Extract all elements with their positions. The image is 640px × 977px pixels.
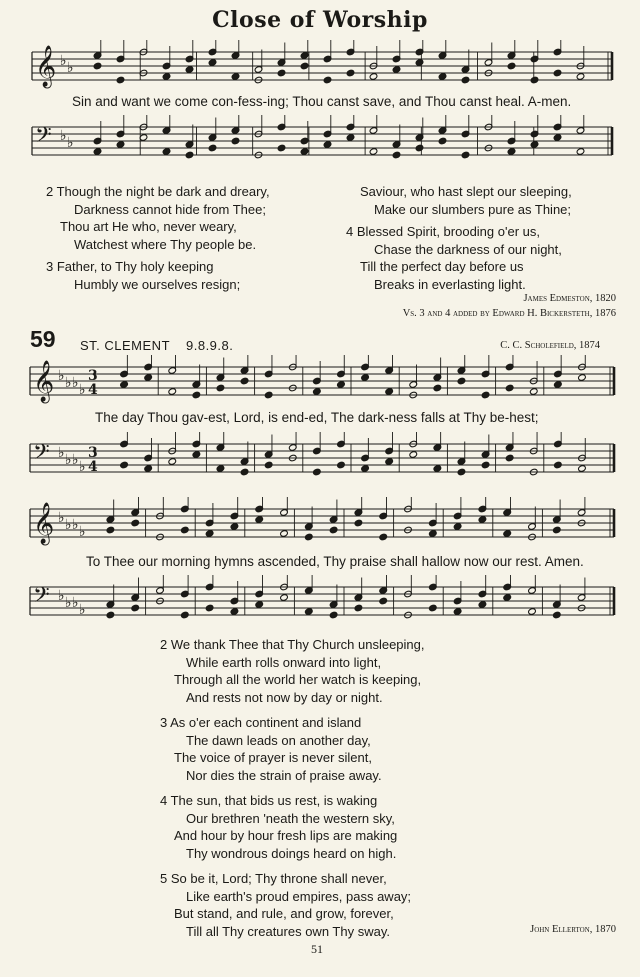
note-head	[361, 465, 370, 473]
note-head	[131, 604, 140, 612]
verse-line: Watchest where Thy people be.	[74, 236, 257, 252]
hymn59-treble-staff-2	[0, 497, 640, 557]
hymn59-author: John Ellerton, 1870	[530, 924, 616, 935]
note-head	[505, 454, 514, 462]
note-head	[385, 388, 394, 396]
verse-line: Saviour, who hast slept our sleeping,	[360, 184, 572, 199]
note-head	[457, 377, 466, 385]
note-head	[337, 461, 346, 469]
verse-line: Nor dies the strain of praise away.	[186, 767, 382, 783]
note-head	[507, 62, 516, 70]
note-head	[337, 381, 346, 389]
verse-line: Thy wondrous doings heard on high.	[186, 845, 397, 861]
note-head	[162, 148, 171, 156]
hymn59-treble-staff-1	[0, 355, 640, 415]
note-head	[461, 76, 470, 84]
flat-icon: ♭	[60, 53, 67, 69]
flat-icon: ♭	[67, 135, 74, 151]
note-head	[280, 594, 289, 602]
note-head	[346, 69, 355, 77]
treble-clef-icon: 𝄞	[33, 503, 55, 544]
note-head	[162, 73, 171, 81]
hymn59-lyrics-2: To Thee our morning hymns ascended, Thy praise shall hallow now our rest. Amen.	[86, 554, 584, 569]
note-head	[428, 530, 437, 538]
flat-icon: ♭	[60, 128, 67, 144]
note-head	[481, 391, 490, 399]
note-head	[428, 604, 437, 612]
note-head	[255, 601, 264, 609]
note-head	[379, 533, 388, 541]
note-head	[231, 137, 240, 145]
note-head	[481, 461, 490, 469]
flat-icon: ♭	[58, 510, 65, 526]
note-head	[106, 611, 115, 619]
hymn59-verses	[160, 636, 425, 940]
flat-icon: ♭	[79, 524, 86, 540]
note-head	[433, 384, 442, 392]
note-head	[529, 388, 538, 396]
note-head	[392, 151, 401, 159]
note-head	[457, 468, 466, 476]
flat-icon: ♭	[65, 375, 72, 391]
note-head	[415, 144, 424, 152]
hymn58-bass-staff	[0, 115, 640, 175]
flat-icon: ♭	[72, 452, 79, 468]
note-head	[554, 381, 563, 389]
flat-icon: ♭	[65, 517, 72, 533]
note-head	[300, 148, 309, 156]
note-head	[554, 461, 563, 469]
tune-meter: 9.8.9.8.	[186, 338, 234, 353]
note-head	[503, 594, 512, 602]
note-head	[323, 141, 332, 149]
note-head	[385, 458, 394, 466]
verse-line: Chase the darkness of our night,	[374, 241, 562, 257]
flat-icon: ♭	[72, 595, 79, 611]
note-head	[438, 137, 447, 145]
flat-icon: ♭	[79, 382, 86, 398]
verse-line: Humbly we ourselves resign;	[74, 276, 241, 292]
note-head	[552, 611, 561, 619]
hymn59-bass-staff-2	[0, 575, 640, 635]
note-head	[93, 62, 102, 70]
note-head	[553, 134, 562, 142]
note-head	[192, 391, 201, 399]
flat-icon: ♭	[58, 588, 65, 604]
note-head	[379, 597, 388, 605]
verse-line: Darkness cannot hide from Thee;	[74, 201, 266, 217]
note-head	[329, 526, 338, 534]
verse-line: Breaks in everlasting light.	[374, 276, 526, 292]
note-head	[116, 76, 125, 84]
note-head	[131, 519, 140, 527]
note-head	[354, 604, 363, 612]
note-head	[280, 530, 289, 538]
note-head	[453, 523, 462, 531]
note-head	[205, 530, 214, 538]
flat-icon: ♭	[65, 452, 72, 468]
verse-4	[160, 792, 425, 862]
verse-line: Till the perfect day before us	[360, 259, 524, 274]
verse-3	[160, 714, 425, 784]
verse-line: 4 The sun, that bids us rest, is waking	[160, 793, 378, 808]
note-head	[578, 374, 587, 382]
note-head	[478, 516, 487, 524]
note-head	[453, 608, 462, 616]
verse-line: And hour by hour fresh lips are making	[174, 828, 398, 843]
note-head	[144, 374, 153, 382]
note-head	[346, 134, 355, 142]
flat-icon: ♭	[72, 517, 79, 533]
note-head	[180, 611, 189, 619]
verse-line: 5 So be it, Lord; Thy throne shall never,	[160, 871, 387, 886]
note-head	[230, 608, 239, 616]
time-signature-bottom: 4	[88, 459, 98, 475]
note-head	[369, 73, 378, 81]
note-head	[392, 66, 401, 74]
flat-icon: ♭	[79, 602, 86, 618]
note-head	[552, 526, 561, 534]
note-head	[438, 73, 447, 81]
note-head	[185, 66, 194, 74]
note-head	[354, 519, 363, 527]
hymn58-treble-staff	[0, 40, 640, 100]
note-head	[120, 461, 129, 469]
composer: C. C. Scholefield, 1874	[500, 340, 600, 351]
note-head	[180, 526, 189, 534]
verse-line: 2 We thank Thee that Thy Church unsleeping,	[160, 637, 425, 652]
note-head	[478, 601, 487, 609]
note-head	[578, 465, 587, 473]
tune-name: ST. CLEMENT	[80, 338, 171, 353]
note-head	[530, 141, 539, 149]
note-head	[120, 381, 129, 389]
note-head	[505, 384, 514, 392]
note-head	[144, 465, 153, 473]
note-head	[530, 76, 539, 84]
verse-5	[160, 870, 425, 940]
note-head	[415, 59, 424, 67]
verse-line: 2 Though the night be dark and dreary,	[46, 184, 270, 199]
note-head	[277, 144, 286, 152]
verse-line: 3 As o'er each continent and island	[160, 715, 362, 730]
flat-icon: ♭	[79, 459, 86, 475]
flat-icon: ♭	[67, 60, 74, 76]
verse-line: 4 Blessed Spirit, brooding o'er us,	[346, 224, 540, 239]
note-head	[168, 388, 177, 396]
note-head	[553, 69, 562, 77]
note-head	[240, 377, 249, 385]
note-head	[277, 69, 286, 77]
time-signature-top: 3	[88, 368, 98, 384]
note-head	[116, 141, 125, 149]
hymn58-author: James Edmeston, 1820	[523, 293, 616, 304]
note-head	[329, 611, 338, 619]
note-head	[185, 151, 194, 159]
note-head	[528, 608, 537, 616]
treble-clef-icon: 𝄞	[33, 361, 55, 402]
verse-line: But stand, and rule, and grow, forever,	[174, 906, 394, 921]
note-head	[313, 388, 322, 396]
bass-clef-icon: 𝄢	[33, 440, 50, 470]
note-head	[576, 73, 585, 81]
verse-line: Make our slumbers pure as Thine;	[374, 201, 572, 217]
treble-clef-icon: 𝄞	[35, 46, 57, 87]
verse-line: 3 Father, to Thy holy keeping	[46, 259, 214, 274]
hymn59-bass-staff-1	[0, 432, 640, 492]
note-head	[304, 608, 313, 616]
hymn58-added-by: Vs. 3 and 4 added by Edward H. Bickersteth, 1876	[402, 308, 616, 319]
note-head	[93, 148, 102, 156]
verse-line: Through all the world her watch is keeping,	[174, 672, 422, 687]
note-head	[240, 468, 249, 476]
verse-line: Like earth's proud empires, pass away;	[186, 888, 412, 904]
time-signature-top: 3	[88, 445, 98, 461]
verse-line: Thou art He who, never weary,	[60, 219, 237, 234]
note-head	[216, 465, 225, 473]
note-head	[255, 516, 264, 524]
flat-icon: ♭	[65, 595, 72, 611]
verse-line: While earth rolls onward into light,	[186, 654, 382, 670]
note-head	[323, 76, 332, 84]
verse-line: Our brethren 'neath the western sky,	[186, 810, 395, 826]
note-head	[192, 451, 201, 459]
note-head	[369, 148, 378, 156]
flat-icon: ♭	[72, 375, 79, 391]
note-head	[264, 391, 273, 399]
note-head	[208, 144, 217, 152]
hymn58-verses-right	[346, 183, 572, 293]
note-head	[461, 151, 470, 159]
verse-line: The dawn leads on another day,	[186, 732, 371, 748]
note-head	[433, 465, 442, 473]
note-head	[208, 59, 217, 67]
note-head	[300, 62, 309, 70]
note-head	[231, 73, 240, 81]
note-head	[576, 148, 585, 156]
note-head	[313, 468, 322, 476]
note-head	[168, 458, 177, 466]
note-head	[304, 533, 313, 541]
hymn59-lyrics-1: The day Thou gav-est, Lord, is end-ed, The dark-ness falls at Thy be-hest;	[95, 410, 539, 425]
verse-2	[160, 636, 425, 706]
note-head	[205, 604, 214, 612]
note-head	[264, 461, 273, 469]
bass-clef-icon: 𝄢	[33, 583, 50, 613]
page-number: 51	[311, 942, 323, 956]
bass-clef-icon: 𝄢	[35, 123, 52, 153]
page-header: Close of Worship	[212, 7, 428, 33]
note-head	[361, 374, 370, 382]
hymn58-verses-left	[46, 183, 270, 293]
note-head	[409, 451, 418, 459]
verse-line: And rests not now by day or night.	[186, 689, 383, 705]
note-head	[216, 384, 225, 392]
verse-line: The voice of prayer is never silent,	[174, 750, 372, 765]
time-signature-bottom: 4	[88, 382, 98, 398]
note-head	[230, 523, 239, 531]
flat-icon: ♭	[58, 445, 65, 461]
hymn58-lyrics: Sin and want we come con-fess-ing; Thou canst save, and Thou canst heal. A-men.	[72, 94, 572, 109]
note-head	[507, 148, 516, 156]
note-head	[503, 530, 512, 538]
verse-line: Till all Thy creatures own Thy sway.	[186, 923, 390, 939]
note-head	[106, 526, 115, 534]
hymn-number: 59	[30, 326, 56, 352]
flat-icon: ♭	[58, 368, 65, 384]
